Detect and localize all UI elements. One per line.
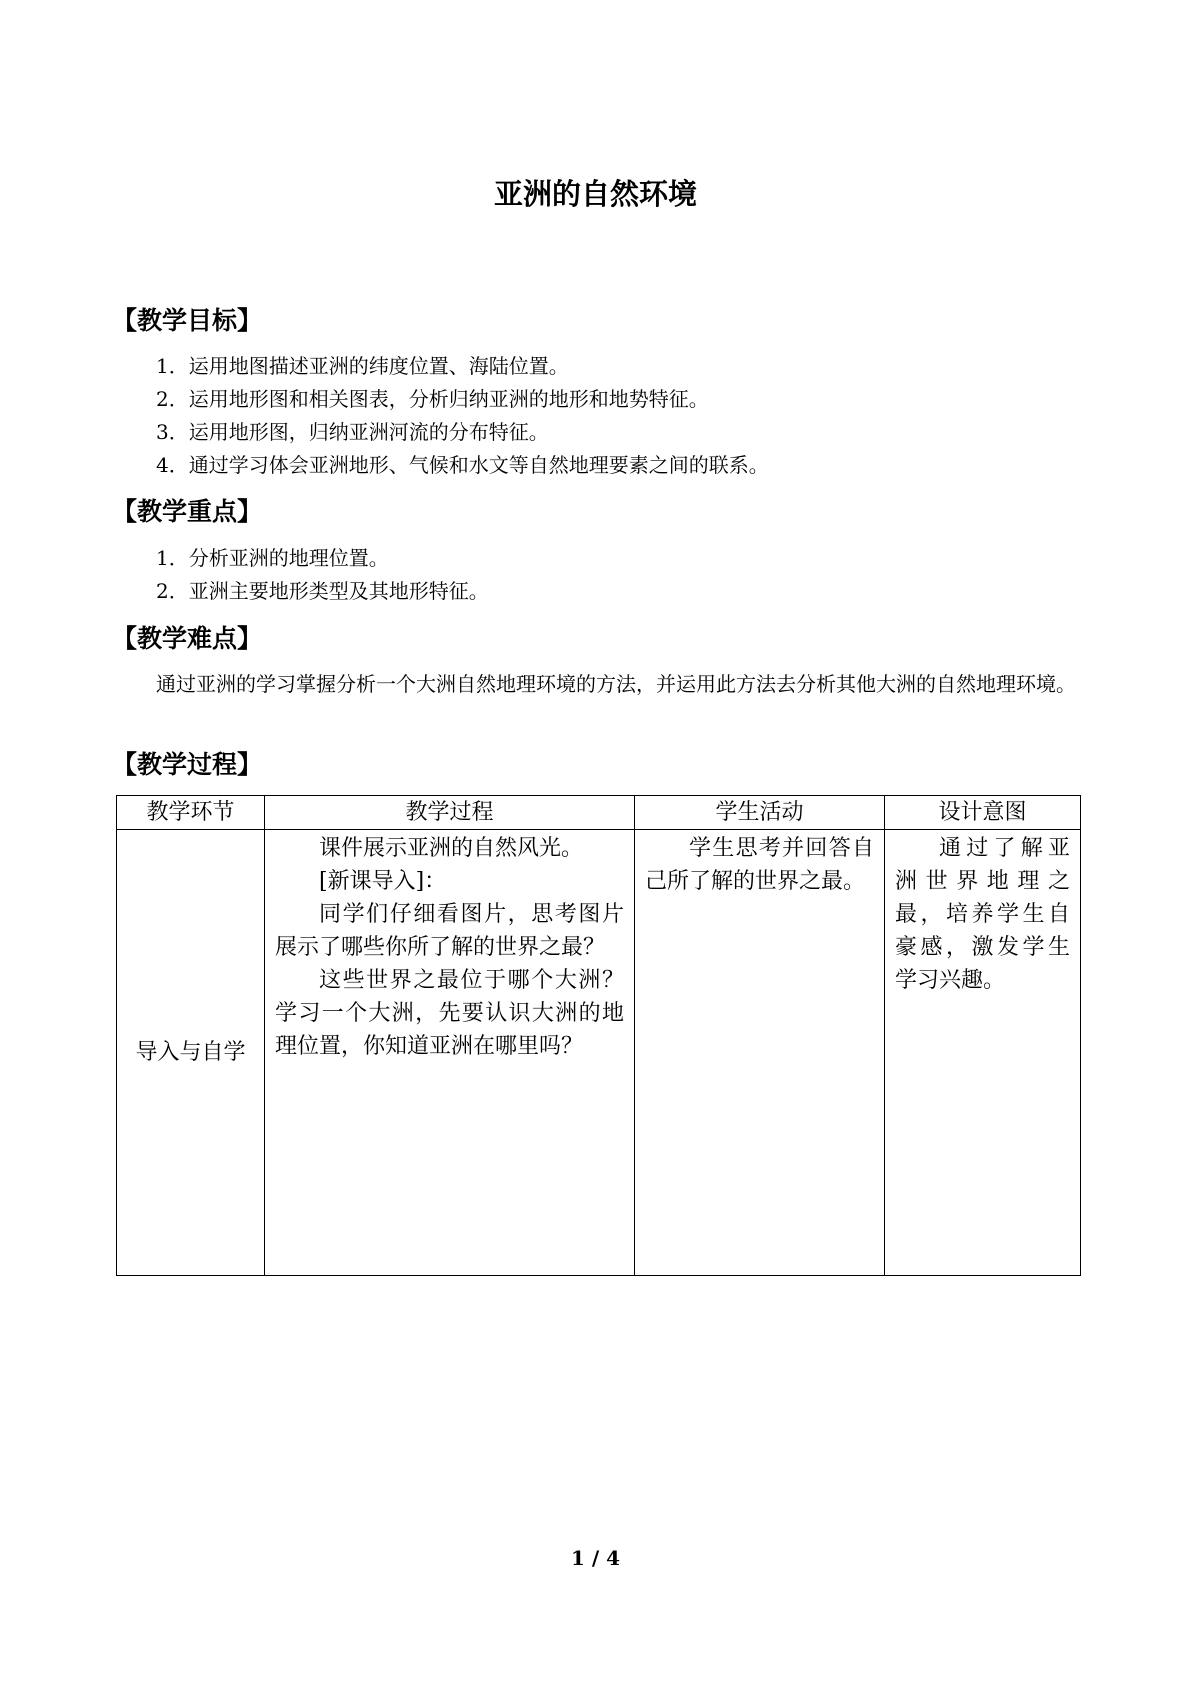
page-title: 亚洲的自然环境 (493, 177, 697, 211)
key-point-item: 1．分析亚洲的地理位置。 (156, 546, 389, 570)
teaching-paragraph: 课件展示亚洲的自然风光。 (319, 836, 584, 861)
objective-item: 2．运用地形图和相关图表，分析归纳亚洲的地形和地势特征。 (156, 387, 709, 411)
objectives-list (156, 350, 1076, 482)
process-heading: 【教学过程】 (112, 750, 263, 779)
page-number: 1 / 4 (570, 1546, 621, 1570)
objectives-heading: 【教学目标】 (112, 306, 263, 335)
table-row (117, 830, 1081, 1276)
teaching-process-table (116, 795, 1081, 1276)
design-intent-cell (885, 830, 1081, 1276)
student-activity-text: 学生思考并回答自己所了解的世界之最。 (645, 836, 874, 894)
objective-item: 4．通过学习体会亚洲地形、气候和水文等自然地理要素之间的联系。 (156, 453, 769, 477)
objective-item: 3．运用地形图，归纳亚洲河流的分布特征。 (156, 420, 549, 444)
teaching-paragraph: 这些世界之最位于哪个大洲？学习一个大洲，先要认识大洲的地理位置，你知道亚洲在哪里吗？ (275, 968, 624, 1059)
objective-item: 1．运用地图描述亚洲的纬度位置、海陆位置。 (156, 354, 569, 378)
teaching-paragraph: 同学们仔细看图片，思考图片展示了哪些你所了解的世界之最？ (275, 902, 624, 960)
key-points-list (156, 542, 1076, 608)
key-point-item: 2．亚洲主要地形类型及其地形特征。 (156, 579, 489, 603)
teaching-paragraph: [新课导入]： (319, 869, 447, 894)
difficulties-text: 通过亚洲的学习掌握分析一个大洲自然地理环境的方法，并运用此方法去分析其他大洲的自然地理环境。 (156, 672, 1076, 696)
key-points-heading: 【教学重点】 (112, 497, 263, 526)
design-intent-text: 通过了解亚洲世界地理之最，培养学生自豪感，激发学生学习兴趣。 (895, 836, 1070, 993)
header-teaching: 教学过程 (265, 796, 635, 830)
difficulties-heading: 【教学难点】 (112, 624, 263, 653)
header-intent: 设计意图 (885, 796, 1081, 830)
teaching-cell (265, 830, 635, 1276)
header-stage: 教学环节 (117, 796, 265, 830)
stage-cell: 导入与自学 (117, 830, 265, 1276)
table-header-row (117, 796, 1081, 830)
student-activity-cell (635, 830, 885, 1276)
header-student: 学生活动 (635, 796, 885, 830)
